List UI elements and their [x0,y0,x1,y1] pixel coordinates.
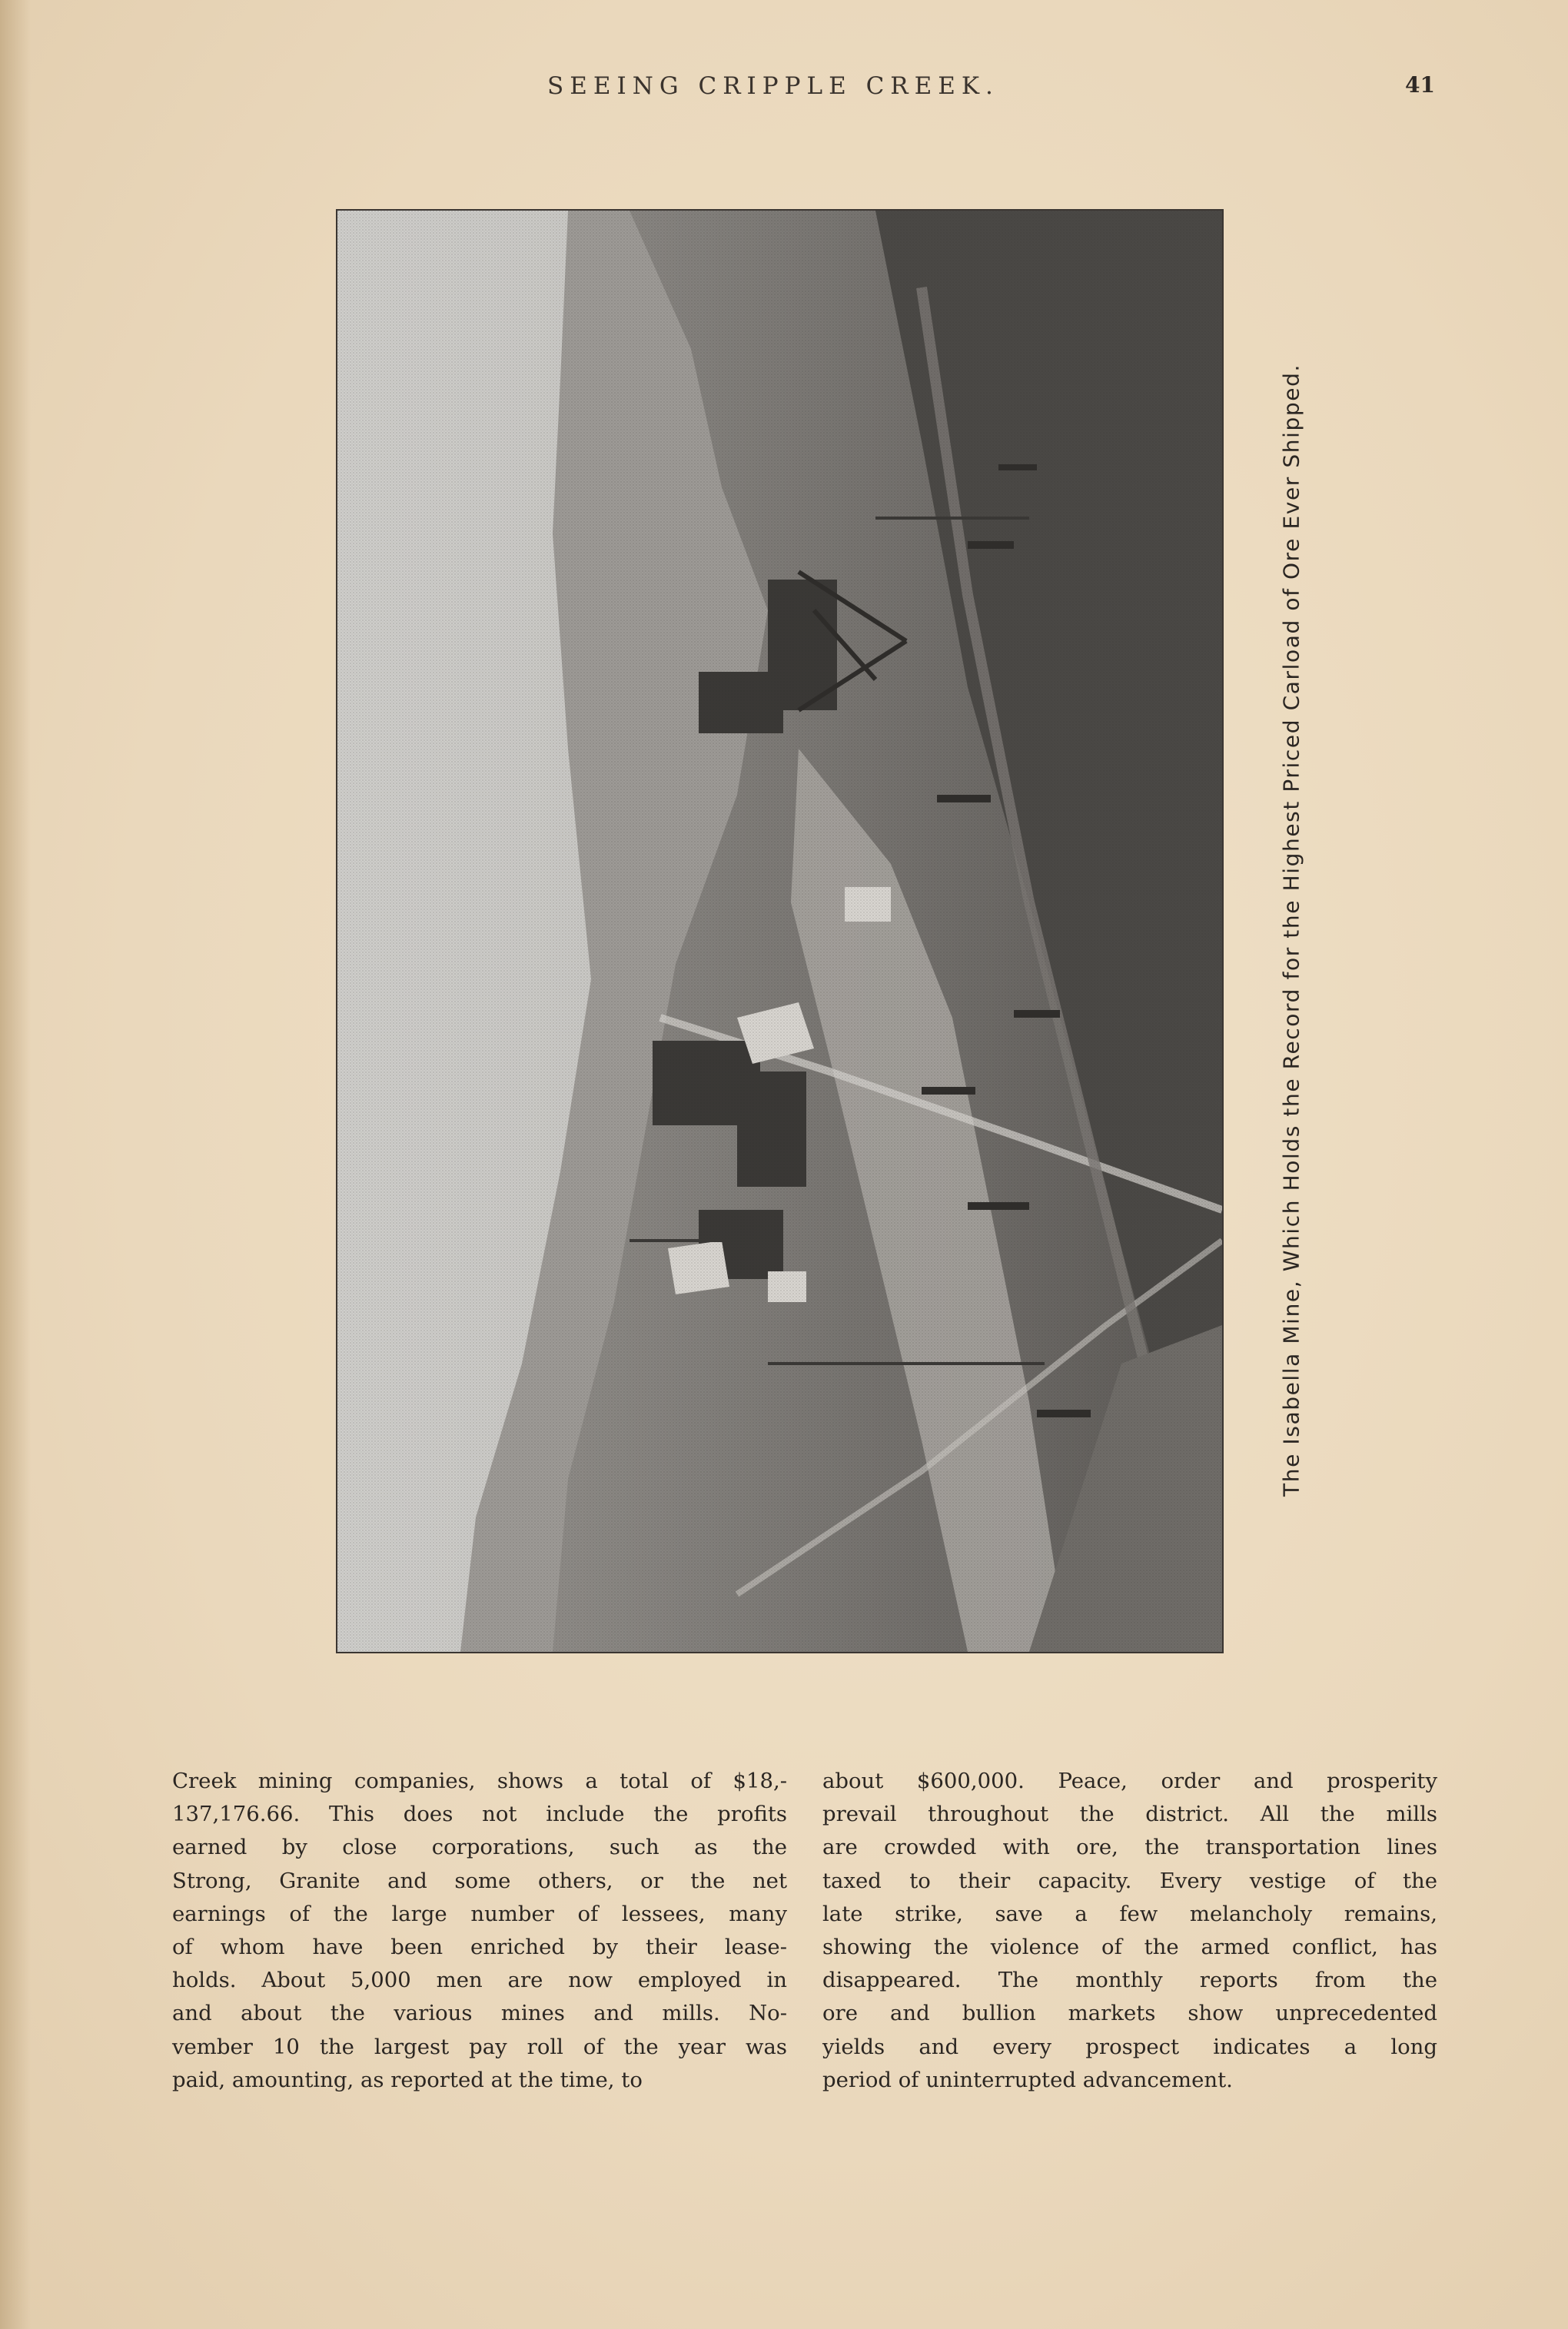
text-line: holds. About 5,000 men are now employed in [172,1968,787,1993]
text-line: are crowded with ore, the transportation lines [822,1835,1437,1860]
text-line: disappeared. The monthly reports from the [822,1968,1437,1993]
text-line: Creek mining companies, shows a total of $18,- [172,1769,787,1793]
text-line: showing the violence of the armed conflict, has [822,1934,1437,1959]
spine-shadow [0,0,31,2329]
text-line: late strike, save a few melancholy remains, [822,1901,1437,1926]
text-line: ore and bullion markets show unprecedented [822,2001,1437,2026]
text-line: prevail throughout the district. All the mills [822,1802,1437,1827]
text-line: yields and every prospect indicates a long [822,2034,1437,2059]
text-line: 137,176.66. This does not include the profits [172,1802,787,1827]
figure-caption: The Isabella Mine, Which Holds the Record for the Highest Priced Carload of Ore Ever Shipped. [1278,364,1304,1497]
body-text-right-column [822,1765,1437,2097]
text-line: about $600,000. Peace, order and prosperity [822,1769,1437,1793]
text-line: Strong, Granite and some others, or the net [172,1868,787,1893]
mine-photograph-image [337,211,1222,1652]
text-line: paid, amounting, as reported at the time, to [172,2067,643,2092]
text-line: taxed to their capacity. Every vestige of the [822,1868,1437,1893]
text-line: vember 10 the largest pay roll of the year was [172,2034,787,2059]
text-line: period of uninterrupted advancement. [822,2067,1233,2092]
mine-photograph [336,209,1224,1653]
running-head [0,72,1568,103]
text-line: of whom have been enriched by their lease- [172,1934,787,1959]
figure-caption-area [1267,292,1316,1568]
running-title: SEEING CRIPPLE CREEK. [547,72,999,100]
text-line: earnings of the large number of lessees, many [172,1901,787,1926]
text-line: earned by close corporations, such as the [172,1835,787,1860]
text-line: and about the various mines and mills. No- [172,2001,787,2026]
body-text-left-column [172,1765,787,2097]
page-number: 41 [1405,72,1435,98]
